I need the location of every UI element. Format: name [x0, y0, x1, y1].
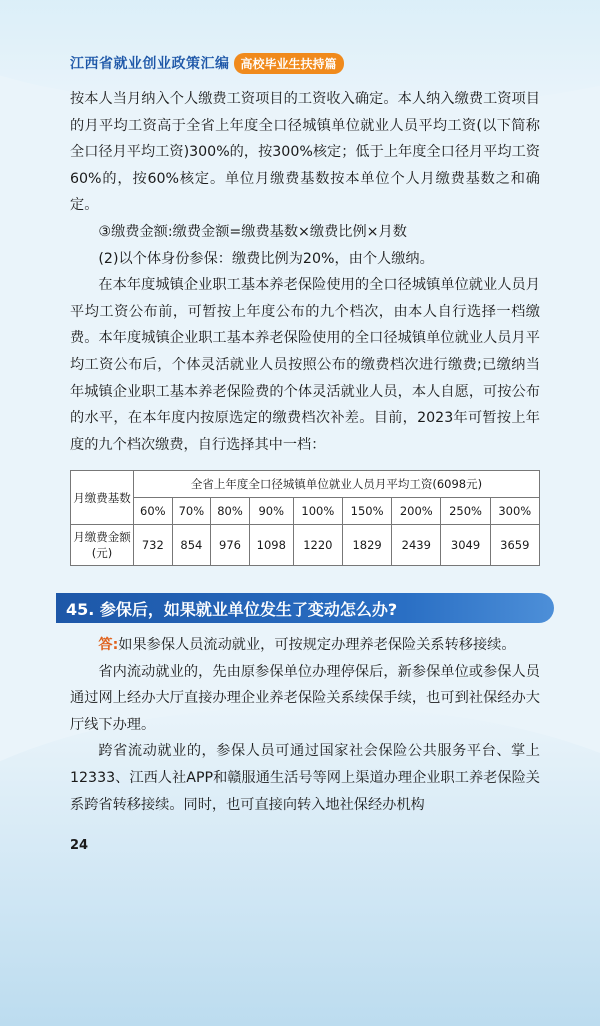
paragraph: 省内流动就业的，先由原参保单位办理停保后，新参保单位或参保人员通过网上经办大厅直接办理企业养老保险关系续保手续，也可到社保经办大厅线下办理。	[70, 663, 540, 733]
table-row-header: 月缴费金额(元)	[71, 525, 134, 566]
section-badge: 高校毕业生扶持篇	[234, 53, 344, 74]
answer-section	[70, 632, 540, 818]
answer-label: 答:	[98, 637, 119, 653]
page-header	[70, 52, 344, 74]
table-cell: 300%	[490, 498, 539, 525]
table-cell: 1829	[342, 525, 391, 566]
table-cell: 150%	[342, 498, 391, 525]
paragraph: 按本人当月纳入个人缴费工资项目的工资收入确定。本人纳入缴费工资项目的月平均工资高于全省上年度全口径城镇单位就业人员平均工资(以下简称全口径月平均工资)300%的，按300%核定；低于上年度全口径月平均工资60%的，按60%核定。单位月缴费基数按本单位个人月缴费基数之和确定。	[70, 91, 540, 214]
table-cell: 80%	[211, 498, 250, 525]
book-title: 江西省就业创业政策汇编	[70, 56, 230, 72]
table-cell: 1098	[249, 525, 293, 566]
table-cell: 90%	[249, 498, 293, 525]
table-cell: 200%	[392, 498, 441, 525]
table-row-percents	[71, 498, 540, 525]
table-row-amounts	[71, 525, 540, 566]
paragraph: 跨省流动就业的，参保人员可通过国家社会保险公共服务平台、掌上12333、江西人社APP和赣服通生活号等网上渠道办理企业职工养老保险关系跨省转移接续。同时，也可直接向转入地社保经办机构	[70, 743, 540, 813]
question-banner	[56, 593, 554, 623]
table-cell: 100%	[293, 498, 342, 525]
table-cell: 976	[211, 525, 250, 566]
table-cell: 1220	[293, 525, 342, 566]
table-cell: 3659	[490, 525, 539, 566]
table-cell: 732	[134, 525, 173, 566]
table-row-header: 月缴费基数	[71, 471, 134, 525]
paragraph: ③缴费金额:缴费金额=缴费基数×缴费比例×月数	[98, 223, 407, 240]
answer-first-paragraph	[70, 632, 540, 659]
table-caption: 全省上年度全口径城镇单位就业人员月平均工资(6098元)	[134, 471, 540, 498]
paragraph: 在本年度城镇企业职工基本养老保险使用的全口径城镇单位就业人员月平均工资公布前，可暂按上年度公布的九个档次，由本人自行选择一档缴费。本年度城镇企业职工基本养老保险使用的全口径城镇单位就业人员月平均工资公布后，个体灵活就业人员按照公布的缴费档次进行缴费;已缴纳当年城镇企业职工基本养老保险费的个体灵活就业人员，本人自愿，可按公布的水平，在本年度内按原选定的缴费档次补差。目前，2023年可暂按上年度的九个档次缴费，自行选择其中一档：	[70, 277, 540, 453]
question-title: 45. 参保后，如果就业单位发生了变动怎么办?	[66, 600, 398, 619]
answer-text: 如果参保人员流动就业，可按规定办理养老保险关系转移接续。	[118, 637, 516, 653]
main-content	[70, 86, 540, 566]
table-cell: 250%	[441, 498, 490, 525]
table-cell: 854	[172, 525, 211, 566]
table-cell: 2439	[392, 525, 441, 566]
contribution-table	[70, 470, 540, 566]
page-number: 24	[70, 838, 89, 853]
table-cell: 3049	[441, 525, 490, 566]
table-cell: 60%	[134, 498, 173, 525]
paragraph: (2)以个体身份参保：缴费比例为20%，由个人缴纳。	[98, 250, 434, 267]
table-cell: 70%	[172, 498, 211, 525]
